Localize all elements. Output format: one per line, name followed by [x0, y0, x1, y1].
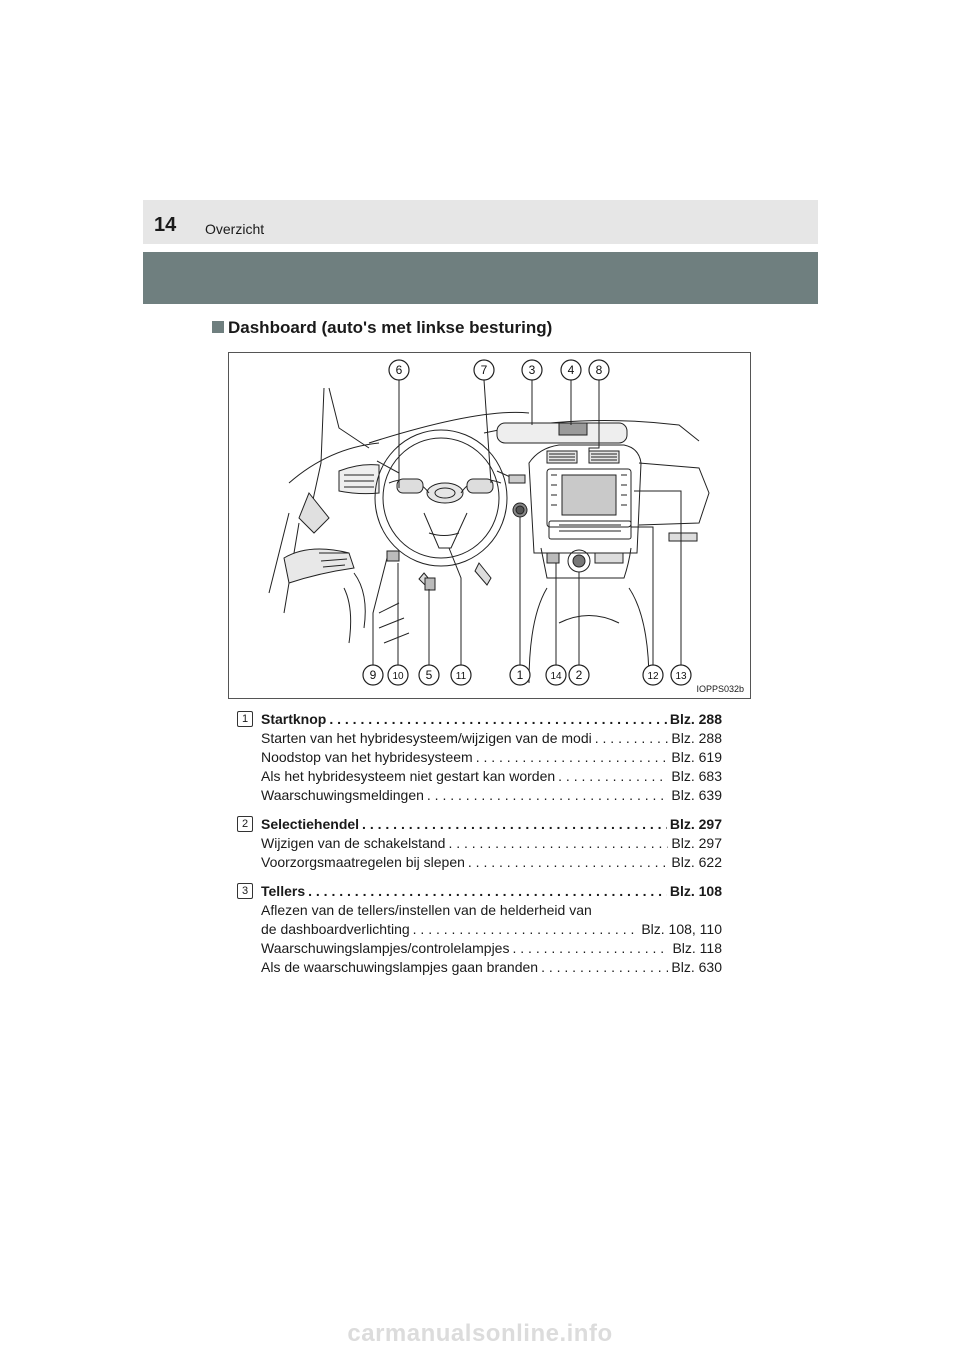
footer-watermark: carmanualsonline.info	[347, 1320, 613, 1347]
leader-dots	[362, 815, 667, 834]
entry-sub-item	[261, 748, 722, 767]
svg-text:5: 5	[425, 668, 433, 682]
svg-text:14: 14	[550, 671, 562, 682]
callout-bottom-11	[451, 665, 471, 685]
leader-dots	[448, 834, 668, 853]
entry-sub-item	[261, 901, 722, 920]
entry-sub-item-page[interactable]: Blz. 297	[671, 835, 722, 851]
callout-top-4	[561, 360, 581, 380]
entry-title-text: Startknop	[261, 711, 327, 727]
callout-top-8	[589, 360, 609, 380]
entry-title-page[interactable]: Blz. 108	[669, 883, 722, 899]
entry-title-text: Selectiehendel	[261, 816, 360, 832]
entry-sub-item-text: Wijzigen van de schakelstand	[261, 835, 446, 851]
svg-text:8: 8	[595, 363, 603, 377]
title-bar	[143, 252, 818, 304]
section-title-text: Dashboard (auto's met linkse besturing)	[228, 318, 553, 337]
entry-sub-item	[261, 729, 722, 748]
callout-bottom-5	[419, 665, 439, 685]
leader-dots	[308, 882, 667, 901]
svg-text:13: 13	[675, 671, 687, 682]
entry-title	[261, 815, 722, 834]
entry-sub-item-page[interactable]: Blz. 622	[671, 854, 722, 870]
entry-sub-item	[261, 767, 722, 786]
leader-dots	[468, 853, 669, 872]
entry-title-page[interactable]: Blz. 288	[669, 711, 722, 727]
entry-sub-item-page[interactable]: Blz. 288	[671, 730, 722, 746]
callout-bottom-14	[546, 665, 566, 685]
entry-sub-item	[261, 939, 722, 958]
entry-sub-item-text: Als de waarschuwingslampjes gaan branden	[261, 959, 539, 975]
entry-title-text: Tellers	[261, 883, 306, 899]
figure-code: IOPPS032b	[696, 684, 744, 694]
svg-text:4: 4	[567, 363, 575, 377]
callout-bottom-9	[363, 665, 383, 685]
leader-dots	[427, 786, 669, 805]
entry-title	[261, 710, 722, 729]
entry-sub-item	[261, 920, 722, 939]
entry-sub-item-text: Starten van het hybridesysteem/wijzigen van de modi	[261, 730, 592, 746]
entry-sub-item-text: Waarschuwingslampjes/controlelampjes	[261, 940, 510, 956]
svg-text:1: 1	[516, 668, 524, 682]
leader-dots	[541, 958, 668, 977]
svg-text:9: 9	[369, 668, 377, 682]
svg-text:2: 2	[575, 668, 583, 682]
entry-sub-item-text: Als het hybridesysteem niet gestart kan worden	[261, 768, 556, 784]
entry-3	[237, 882, 722, 977]
entry-2	[237, 815, 722, 872]
entries-list	[237, 710, 722, 987]
callout-top-6	[389, 360, 409, 380]
page-number: 14	[154, 214, 177, 236]
entry-sub-item-text: Aflezen van de tellers/instellen van de helderheid van	[261, 902, 592, 918]
entry-sub-item-text: Noodstop van het hybridesysteem	[261, 749, 473, 765]
section-title	[212, 318, 552, 338]
svg-text:6: 6	[395, 363, 403, 377]
svg-text:7: 7	[480, 363, 488, 377]
entry-number-badge: 2	[237, 816, 253, 832]
callout-bottom-1	[510, 665, 530, 685]
entry-title	[261, 882, 722, 901]
callout-top-3	[522, 360, 542, 380]
chapter-title: Overzicht	[205, 221, 265, 237]
svg-text:10: 10	[392, 671, 404, 682]
entry-sub-item	[261, 958, 722, 977]
section-square-icon	[212, 321, 224, 333]
entry-sub-item-text: Waarschuwingsmeldingen	[261, 787, 424, 803]
svg-text:3: 3	[528, 363, 536, 377]
leader-dots	[413, 920, 639, 939]
callout-top-7	[474, 360, 494, 380]
dashboard-figure	[228, 352, 751, 699]
callout-bottom-10	[388, 665, 408, 685]
entry-sub-item-page[interactable]: Blz. 118	[672, 940, 722, 956]
svg-text:11: 11	[455, 671, 467, 682]
entry-number-badge: 1	[237, 711, 253, 727]
callout-bottom-13	[671, 665, 691, 685]
entry-title-page[interactable]: Blz. 297	[669, 816, 722, 832]
entry-1	[237, 710, 722, 805]
callout-layer	[229, 353, 750, 698]
entry-sub-item	[261, 834, 722, 853]
leader-dots	[329, 710, 667, 729]
entry-sub-item-page[interactable]: Blz. 683	[671, 768, 722, 784]
entry-sub-item-page[interactable]: Blz. 619	[671, 749, 722, 765]
entry-sub-item-page[interactable]: Blz. 639	[671, 787, 722, 803]
entry-sub-item	[261, 786, 722, 805]
leader-dots	[476, 748, 669, 767]
entry-sub-item-text: de dashboardverlichting	[261, 921, 410, 937]
entry-number-badge: 3	[237, 883, 253, 899]
callout-bottom-12	[643, 665, 663, 685]
leader-dots	[558, 767, 668, 786]
callout-bottom-2	[569, 665, 589, 685]
entry-sub-item-page[interactable]: Blz. 108, 110	[641, 921, 722, 937]
svg-text:12: 12	[647, 671, 659, 682]
leader-dots	[595, 729, 669, 748]
leader-dots	[512, 939, 669, 958]
entry-sub-item	[261, 853, 722, 872]
entry-sub-item-text: Voorzorgsmaatregelen bij slepen	[261, 854, 465, 870]
entry-sub-item-page[interactable]: Blz. 630	[671, 959, 722, 975]
